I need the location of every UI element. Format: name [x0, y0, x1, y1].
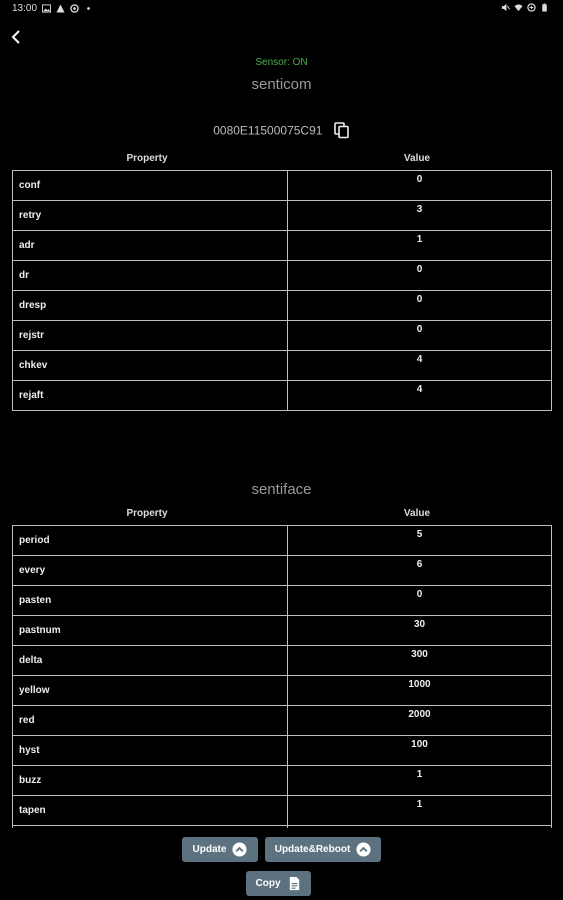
table-row	[13, 261, 552, 291]
dot-icon	[84, 4, 93, 13]
table-row	[13, 676, 552, 706]
property-value[interactable]: 300	[288, 646, 552, 676]
property-name: red	[13, 706, 288, 736]
update-reboot-button-label: Update&Reboot	[274, 844, 351, 855]
copy-icon[interactable]	[334, 122, 350, 139]
table-row	[13, 201, 552, 231]
property-value[interactable]: 0	[288, 586, 552, 616]
back-arrow-icon[interactable]	[8, 28, 26, 46]
wifi-icon	[514, 3, 523, 12]
property-value[interactable]: 3	[288, 201, 552, 231]
property-name: tapen	[13, 796, 288, 826]
table-header-sentiface	[12, 508, 552, 522]
property-value[interactable]: 0	[288, 321, 552, 351]
copy-button[interactable]	[246, 871, 311, 896]
property-value[interactable]: 1000	[288, 676, 552, 706]
property-name: delta	[13, 646, 288, 676]
property-value[interactable]: 6	[288, 556, 552, 586]
update-reboot-button[interactable]	[265, 837, 381, 862]
status-bar	[0, 0, 563, 18]
action-bar	[0, 828, 563, 900]
property-value[interactable]: 100	[288, 736, 552, 766]
property-name: adr	[13, 231, 288, 261]
property-value[interactable]: 0	[288, 291, 552, 321]
table-row	[13, 556, 552, 586]
property-name: rejaft	[13, 381, 288, 411]
update-button[interactable]	[182, 837, 258, 862]
section-title-senticom: senticom	[251, 76, 312, 93]
device-id: 0080E11500075C91	[213, 123, 323, 138]
column-header-property: Property	[126, 153, 168, 164]
sensor-status: Sensor: ON	[255, 57, 308, 68]
table-row	[13, 351, 552, 381]
data-saver-icon	[527, 3, 536, 12]
column-header-value: Value	[403, 153, 431, 164]
status-time: 13:00	[12, 3, 38, 14]
property-name: dr	[13, 261, 288, 291]
image-notification-icon	[42, 4, 51, 13]
property-name: rejstr	[13, 321, 288, 351]
table-row	[13, 736, 552, 766]
device-id-row	[0, 122, 563, 139]
sync-notification-icon	[70, 4, 79, 13]
table-row	[13, 706, 552, 736]
table-row	[13, 231, 552, 261]
table-row	[13, 171, 552, 201]
table-row	[13, 766, 552, 796]
table-row	[13, 646, 552, 676]
table-row	[13, 616, 552, 646]
table-row	[13, 291, 552, 321]
file-icon	[287, 876, 302, 891]
property-value[interactable]: 4	[288, 351, 552, 381]
property-value[interactable]: 1	[288, 766, 552, 796]
table-row	[13, 586, 552, 616]
copy-button-label: Copy	[255, 878, 281, 889]
table-row	[13, 526, 552, 556]
property-name: conf	[13, 171, 288, 201]
table-row	[13, 321, 552, 351]
table-row	[13, 381, 552, 411]
property-value[interactable]: 4	[288, 381, 552, 411]
sentiface-properties-table	[12, 525, 552, 856]
property-name: pastnum	[13, 616, 288, 646]
property-name: chkev	[13, 351, 288, 381]
property-name: every	[13, 556, 288, 586]
chevron-up-circle-icon	[232, 842, 247, 857]
property-value[interactable]: 0	[288, 171, 552, 201]
property-name: retry	[13, 201, 288, 231]
column-header-value: Value	[403, 508, 431, 519]
property-value[interactable]: 0	[288, 261, 552, 291]
table-header-senticom	[12, 153, 552, 167]
property-value[interactable]: 1	[288, 796, 552, 826]
update-button-label: Update	[192, 844, 227, 855]
property-name: yellow	[13, 676, 288, 706]
property-name: buzz	[13, 766, 288, 796]
property-value[interactable]: 1	[288, 231, 552, 261]
property-name: period	[13, 526, 288, 556]
table-row	[13, 796, 552, 826]
column-header-property: Property	[126, 508, 168, 519]
mute-icon	[501, 3, 510, 12]
property-name: pasten	[13, 586, 288, 616]
chevron-up-circle-icon	[356, 842, 371, 857]
section-title-sentiface: sentiface	[251, 481, 312, 498]
senticom-properties-table	[12, 170, 552, 411]
property-value[interactable]: 5	[288, 526, 552, 556]
property-value[interactable]: 30	[288, 616, 552, 646]
property-name: hyst	[13, 736, 288, 766]
property-value[interactable]: 2000	[288, 706, 552, 736]
property-name: dresp	[13, 291, 288, 321]
alert-notification-icon	[56, 4, 65, 13]
battery-icon	[540, 3, 549, 12]
